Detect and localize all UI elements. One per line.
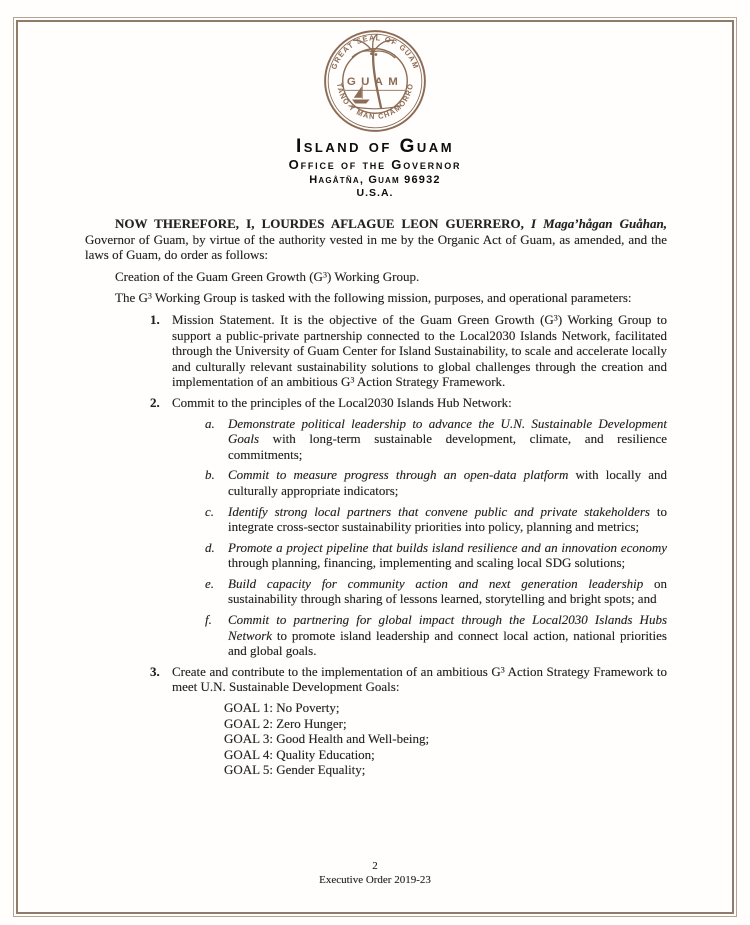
document-label: Executive Order 2019-23 — [319, 873, 431, 886]
sub-item-text: Build capacity for community action and next generation leadership on sustainability through sharing of lessons learned, storytelling and bright spots; and — [228, 575, 667, 607]
ordering-clause-bold: NOW THEREFORE, I, LOURDES AFLAGUE LEON GUERRERO, — [115, 216, 531, 231]
chamorro-title-italic: I Maga’hågan Guåhan, — [531, 216, 667, 231]
sub-item-a — [85, 416, 667, 463]
letterhead — [0, 137, 750, 199]
sub-item-letter: d. — [205, 539, 215, 555]
list-item-1-mission-statement — [85, 312, 667, 390]
sub-item-c — [85, 504, 667, 535]
creation-paragraph: Creation of the Guam Green Growth $(G^3)$ Working Group. — [115, 268, 420, 284]
page-footer — [0, 860, 750, 887]
great-seal-of-guam — [0, 28, 750, 134]
sub-item-b — [85, 467, 667, 498]
guam-seal-icon — [322, 28, 428, 134]
superscript-3: 3 — [147, 291, 152, 301]
sub-item-letter: e. — [205, 575, 215, 591]
document-body — [85, 216, 667, 778]
goal-3: GOAL 3: Good Health and Well-being; — [224, 731, 430, 747]
letterhead-address: Hagåtña, Guam 96932 — [309, 174, 441, 186]
list-number: 2. — [150, 394, 160, 410]
goal-2: GOAL 2: Zero Hunger; — [224, 715, 347, 731]
sub-item-e — [85, 576, 667, 607]
list-item-text — [172, 664, 667, 778]
list-number: 1. — [150, 311, 160, 327]
list-item-3-framework — [85, 664, 667, 778]
letterhead-header — [0, 28, 750, 199]
letterhead-island-of-guam: Island of Guam — [295, 136, 455, 157]
seal-bottom-text: TANO Y MAN CHAMORRO — [335, 82, 416, 122]
seal-center-text: GUAM — [346, 75, 404, 88]
list-item-text: Commit to the principles of the Local2030 Islands Hub Network: — [172, 394, 512, 410]
sub-item-text: Demonstrate political leadership to advance the U.N. Sustainable Development Goals with long-term sustainable development, climate, and resilience commitments; — [228, 415, 667, 462]
tasked-paragraph: The $G^3$ Working Group is tasked with the following mission, purposes, and operational parameters: — [115, 290, 632, 306]
superscript-3: 3 — [500, 665, 505, 675]
sub-item-text: Promote a project pipeline that builds island resilience and an innovation economy through planning, financing, implementing and scaling local SDG solutions; — [228, 539, 667, 571]
sub-item-letter: f. — [205, 612, 212, 628]
letterhead-usa: U.S.A. — [356, 187, 394, 199]
superscript-3: 3 — [350, 375, 355, 385]
sub-item-letter: a. — [205, 415, 215, 431]
sub-item-d — [85, 540, 667, 571]
now-therefore-paragraph — [85, 216, 667, 263]
list-number: 3. — [150, 663, 160, 679]
item-3-lead-text: Create and contribute to the implementation of an ambitious $G^3$ Action Strategy Framework to meet U.N. Sustainable Development Goals: — [172, 663, 668, 695]
list-item-text: Mission Statement. It is the objective of the Guam Green Growth $(G^3)$ Working Group to support a public-private partnership connected to the Local2030 Islands Network, facilitated through the University of Guam Center for Island Sustainability, to scale and accelerate locally and culturally relevant sustainability solutions to global challenges through the creation and implementation of an ambitious $G^3$ Action Strategy Framework. — [172, 311, 668, 390]
page-number: 2 — [372, 860, 378, 872]
list-item-2-principles — [85, 395, 667, 411]
sub-item-text: Commit to partnering for global impact through the Local2030 Islands Hubs Network to promote island leadership and connect local action, national priorities and global goals. — [228, 612, 667, 659]
seal-top-text: GREAT SEAL OF GUAM — [329, 33, 421, 71]
superscript-3: 3 — [553, 313, 558, 323]
sub-item-letter: b. — [205, 467, 215, 483]
sub-item-text: Commit to measure progress through an open-data platform with locally and culturally appropriate indicators; — [228, 467, 667, 498]
sdg-goal-list — [224, 700, 667, 778]
ordering-clause-rest: Governor of Guam, by virtue of the authority vested in me by the Organic Act of Guam, as amended, and the laws of Guam, do order as follows: — [85, 231, 667, 263]
goal-5: GOAL 5: Gender Equality; — [224, 762, 366, 778]
superscript-3: 3 — [322, 270, 327, 280]
sub-item-f — [85, 612, 667, 659]
letterhead-office-of-governor: Office of the Governor — [288, 157, 462, 172]
goal-4: GOAL 4: Quality Education; — [224, 746, 375, 762]
sub-item-letter: c. — [205, 503, 215, 519]
goal-1: GOAL 1: No Poverty; — [224, 700, 340, 716]
sub-item-text: Identify strong local partners that convene public and private stakeholders to integrate cross-sector sustainability priorities into policy, planning and metrics; — [228, 503, 667, 535]
